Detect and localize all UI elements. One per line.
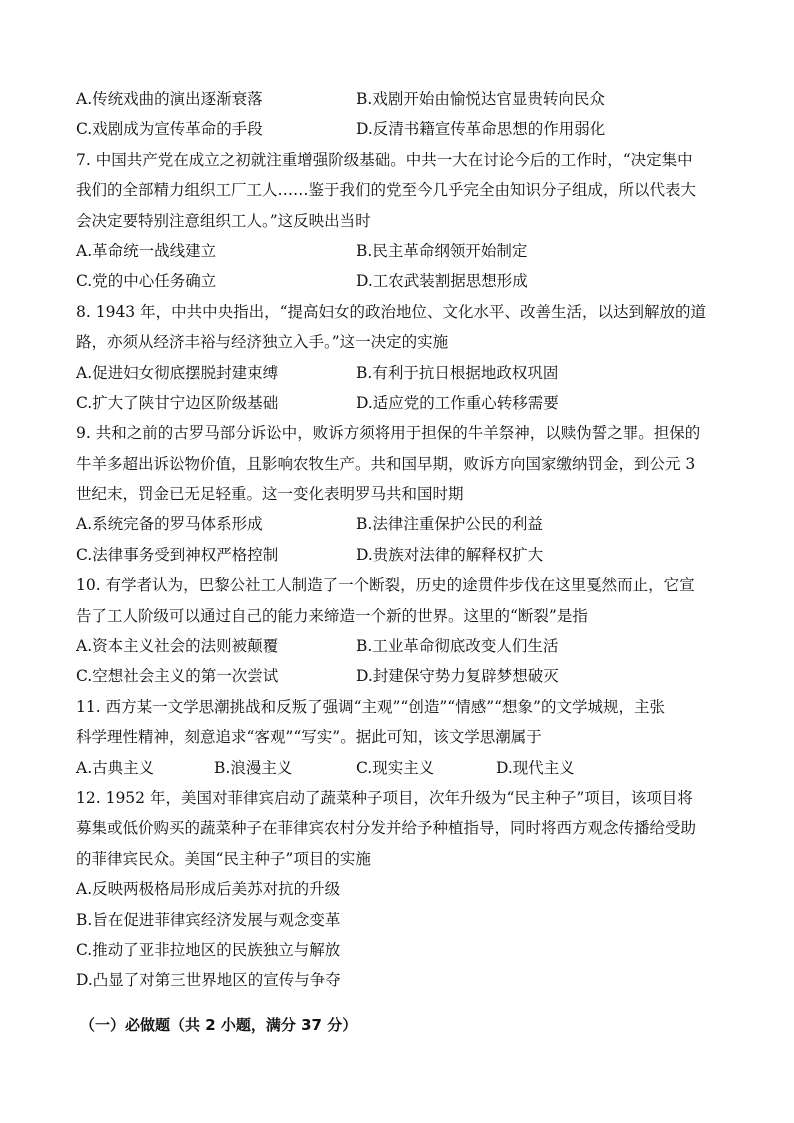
q10-options-row-1 xyxy=(76,631,724,661)
q11-stem-line-1: 11. 西方某一文学思潮挑战和反叛了强调“主观”“创造”“情感”“想象”的文学城规，主张 xyxy=(76,697,665,716)
q10-option-d: D.封建保守势力复辟梦想破灭 xyxy=(356,667,559,686)
q10-stem-line-1: 10. 有学者认为，巴黎公社工人制造了一个断裂，历史的途贯件步伐在这里戛然而止，它宣 xyxy=(76,576,695,595)
q6-options-row-1 xyxy=(76,84,724,114)
q8-option-a: A.促进妇女彻底摆脱封建束缚 xyxy=(76,363,279,382)
q12-stem-line-1: 12. 1952 年，美国对菲律宾启动了蔬菜种子项目，次年升级为“民主种子”项目，该项目将 xyxy=(76,788,693,807)
q7-options-row-1 xyxy=(76,236,724,266)
q8-options-row-1 xyxy=(76,358,724,388)
q7-stem-line-1: 7. 中国共产党在成立之初就注重增强阶级基础。中共一大在讨论今后的工作时，“决定集中 xyxy=(76,150,693,169)
q6-option-b: B.戏剧开始由愉悦达官显贵转向民众 xyxy=(356,90,605,108)
q12-option-a: A.反映两极格局形成后美苏对抗的升级 xyxy=(76,880,341,899)
q11-option-d: D.现代主义 xyxy=(496,758,575,777)
q6-option-d: D.反清书籍宣传革命思想的作用弱化 xyxy=(356,120,606,139)
q8-option-d: D.适应党的工作重心转移需要 xyxy=(356,393,559,412)
q11-stem-line-2: 科学理性精神，刻意追求“客观”“写实”。据此可知，该文学思潮属于 xyxy=(76,728,542,747)
q8-stem-line-1: 8. 1943 年，中共中央指出，“提高妇女的政治地位、文化水平、改善生活，以达到解放的道 xyxy=(76,302,707,321)
q8-option-b: B.有利于抗日根据地政权巩固 xyxy=(356,363,559,382)
q7-option-d: D.工农武装割据思想形成 xyxy=(356,272,528,291)
exam-page xyxy=(76,84,724,1040)
q9-option-d: D.贵族对法律的解释权扩大 xyxy=(356,545,544,564)
q9-options-row-1 xyxy=(76,509,724,539)
q12-option-d: D.凸显了对第三世界地区的宣传与争夺 xyxy=(76,971,341,990)
q6-option-c: C.戏剧成为宣传革命的手段 xyxy=(76,120,263,139)
q11-option-b: B.浪漫主义 xyxy=(214,758,293,777)
q9-option-b: B.法律注重保护公民的利益 xyxy=(356,515,543,534)
q6-options-row-2 xyxy=(76,114,724,144)
q10-option-b: B.工业革命彻底改变人们生活 xyxy=(356,637,559,656)
q12-option-c: C.推动了亚非拉地区的民族独立与解放 xyxy=(76,940,341,959)
q7-option-c: C.党的中心任务确立 xyxy=(76,272,217,291)
q8-options-row-2 xyxy=(76,388,724,418)
q7-stem-line-2: 我们的全部精力组织工厂工人……鉴于我们的党至今几乎完全由知识分子组成，所以代表大 xyxy=(76,181,697,200)
q10-options-row-2 xyxy=(76,661,724,691)
q11-option-a: A.古典主义 xyxy=(76,758,155,777)
q12-stem-line-2: 募集或低价购买的蔬菜种子在菲律宾农村分发并给予种植指导，同时将西方观念传播给受助 xyxy=(76,819,697,838)
q10-stem-line-2: 告了工人阶级可以通过自己的能力来缔造一个新的世界。这里的“断裂”是指 xyxy=(76,606,588,625)
q10-option-c: C.空想社会主义的第一次尝试 xyxy=(76,667,279,686)
q7-option-b: B.民主革命纲领开始制定 xyxy=(356,241,528,260)
q8-option-c: C.扩大了陕甘宁边区阶级基础 xyxy=(76,393,279,412)
q9-option-a: A.系统完备的罗马体系形成 xyxy=(76,515,263,534)
q11-option-c: C.现实主义 xyxy=(356,758,435,777)
q8-stem-line-2: 路，亦须从经济丰裕与经济独立入手。”这一决定的实施 xyxy=(76,333,449,352)
q10-option-a: A.资本主义社会的法则被颠覆 xyxy=(76,637,279,656)
q7-option-a: A.革命统一战线建立 xyxy=(76,241,217,260)
q7-stem-line-3: 会决定要特别注意组织工人。”这反映出当时 xyxy=(76,211,371,230)
q9-stem-line-1: 9. 共和之前的古罗马部分诉讼中，败诉方须将用于担保的牛羊祭神，以赎伪誓之罪。担保的 xyxy=(76,424,701,443)
q9-stem-line-2: 牛羊多超出诉讼物价值，且影响农牧生产。共和国早期，败诉方向国家缴纳罚金，到公元 3 xyxy=(76,454,696,473)
q12-stem-line-3: 的菲律宾民众。美国“民主种子”项目的实施 xyxy=(76,849,371,868)
q9-options-row-2 xyxy=(76,540,724,570)
q12-option-b: B.旨在促进菲律宾经济发展与观念变革 xyxy=(76,910,341,929)
q11-options-row xyxy=(76,753,724,783)
q6-option-a: A.传统戏曲的演出逐渐衰落 xyxy=(76,90,263,108)
section-heading: （一）必做题（共 2 小题，满分 37 分） xyxy=(80,1015,358,1034)
q7-options-row-2 xyxy=(76,266,724,296)
q9-option-c: C.法律事务受到神权严格控制 xyxy=(76,545,279,564)
q9-stem-line-3: 世纪末，罚金已无足轻重。这一变化表明罗马共和国时期 xyxy=(76,485,464,504)
